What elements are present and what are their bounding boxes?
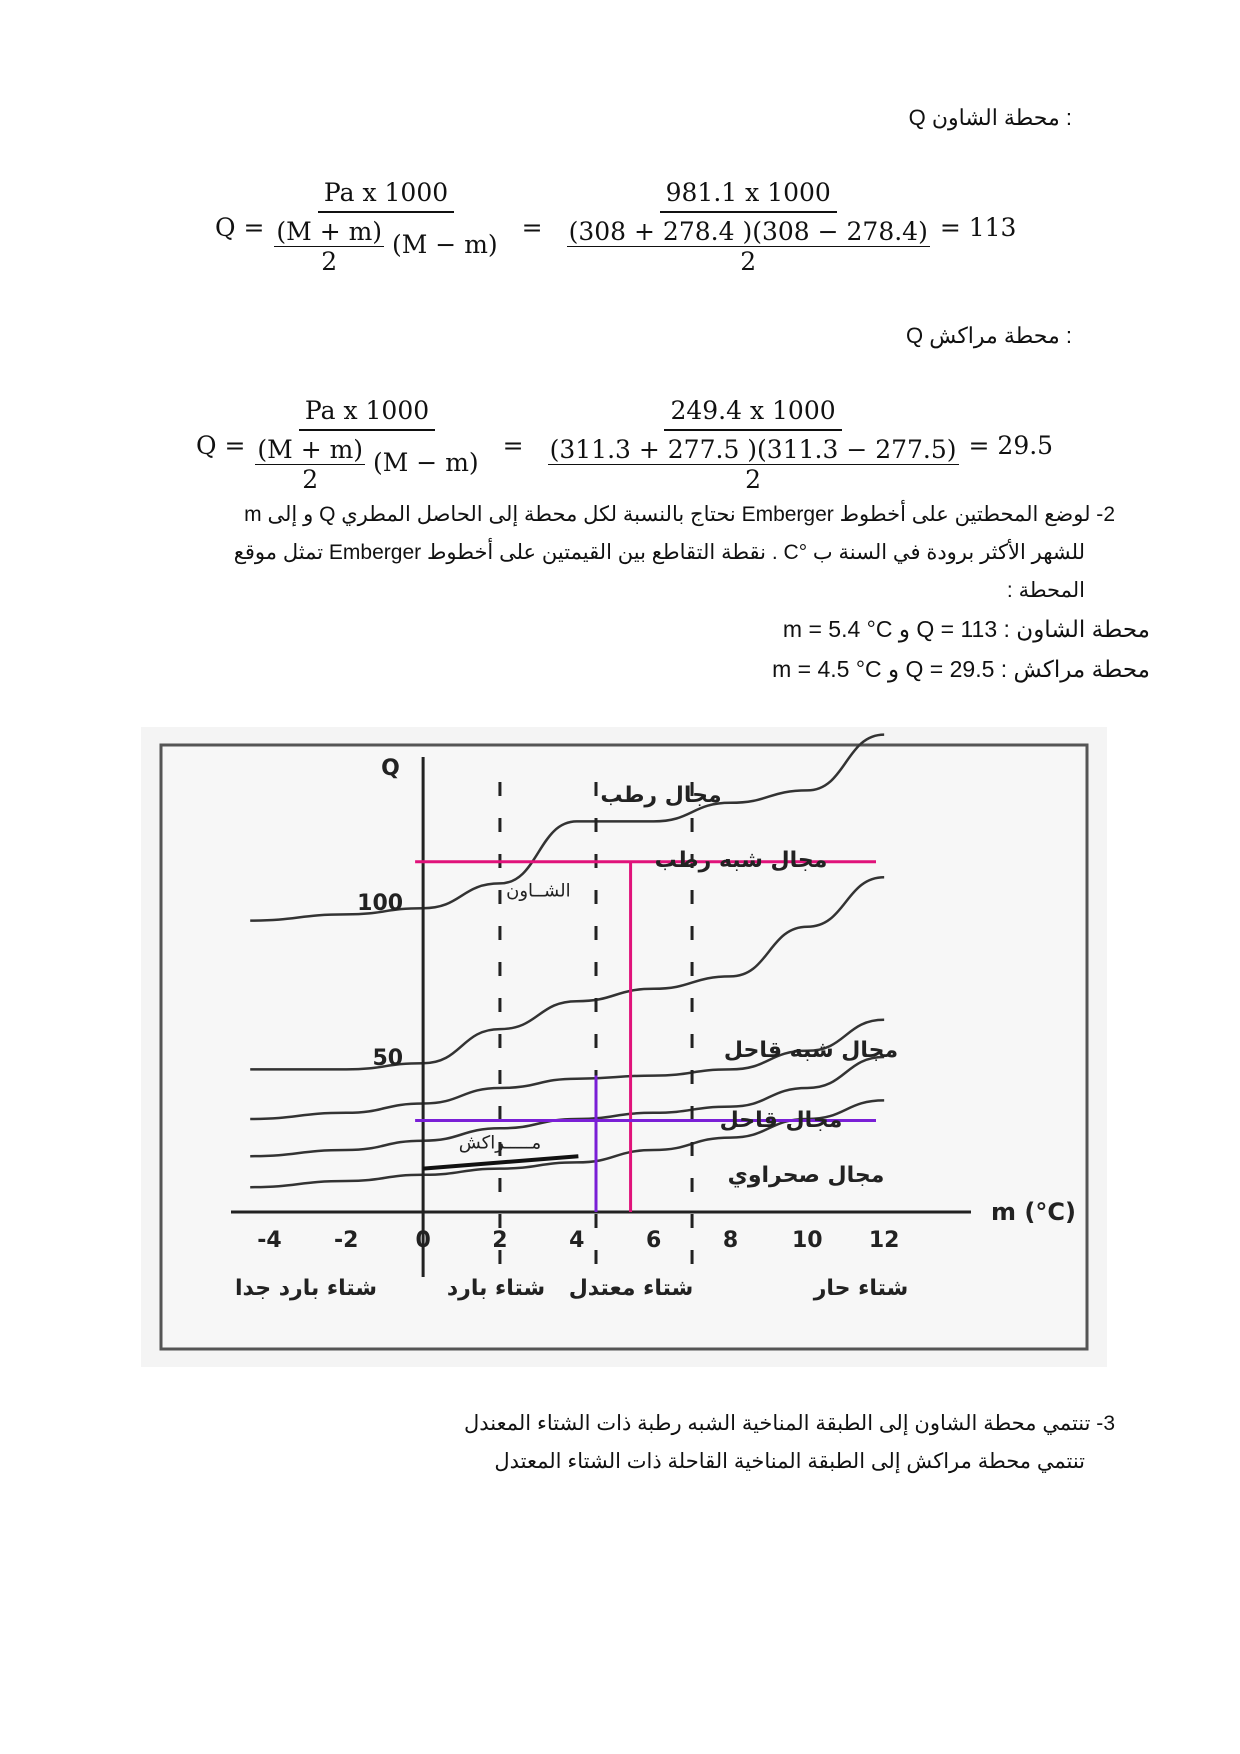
general-fraction (274, 178, 497, 276)
numeric-fraction (548, 396, 959, 494)
winter-label-3: شتاء معتدل (568, 1276, 694, 1301)
eq-result: = 29.5 (968, 430, 1054, 460)
y-tick-label-1: 100 (357, 891, 404, 916)
section2-line2: للشهر الأكثر برودة في السنة ب °C . نقطة التقاطع بين القيمتين على أخطوط Emberger تمثل موقع (233, 541, 1085, 564)
zone-label-3: مجال شبه قاحل (723, 1038, 899, 1063)
numeric-denominator-bottom: 2 (740, 247, 757, 276)
numeric-numerator: 249.4 x 1000 (664, 396, 841, 431)
general-numerator: Pa x 1000 (318, 178, 454, 213)
difference: (M − m) (373, 448, 479, 477)
half-sum (274, 217, 384, 276)
numeric-denominator-stack (567, 217, 930, 276)
general-denominator (274, 213, 497, 276)
x-tick-label-3: 2 (492, 1228, 508, 1253)
zone-label-1: مجال رطب (600, 783, 722, 808)
half-sum (255, 435, 365, 494)
eq-equals: = (521, 212, 543, 242)
station-label-2: مـــــراكش (458, 1132, 542, 1154)
numeric-denominator (567, 213, 930, 276)
numeric-denominator-bottom: 2 (745, 465, 762, 494)
numeric-denominator (548, 431, 959, 494)
half-sum-top: (M + m) (276, 217, 383, 246)
zone-label-4: مجال قاحل (719, 1108, 843, 1133)
x-tick-label-4: 4 (569, 1228, 585, 1253)
equation-chaouen (215, 178, 1016, 276)
numeric-fraction (567, 178, 930, 276)
x-tick-label-5: 6 (645, 1228, 662, 1253)
heading-marrakech: Q محطة مراكش : (906, 323, 1072, 348)
eq-result: = 113 (939, 212, 1017, 242)
x-tick-label-8: 12 (868, 1228, 900, 1253)
section2-text (95, 496, 1115, 610)
half-sum-top: (M + m) (257, 435, 364, 464)
section3-text (115, 1405, 1115, 1481)
eq-equals: = (502, 430, 524, 460)
emberger-climagram (141, 727, 1107, 1367)
y-tick-label-0: 50 (372, 1046, 404, 1071)
section2-line3: المحطة : (1006, 579, 1085, 602)
eq-lhs: Q = (215, 212, 265, 242)
general-fraction (255, 396, 478, 494)
numeric-denominator-stack (548, 435, 959, 494)
chart-frame (161, 745, 1087, 1349)
eq-lhs: Q = (196, 430, 246, 460)
y-axis-label: Q (381, 756, 400, 781)
section3-line1: 3- تنتمي محطة الشاون إلى الطبقة المناخية الشبه رطبة ذات الشتاء المعندل (463, 1412, 1115, 1435)
x-tick-label-6: 8 (722, 1228, 739, 1253)
numeric-denominator-top: (311.3 + 277.5 )(311.3 − 277.5) (549, 435, 957, 464)
winter-label-2: شتاء بارد (446, 1276, 546, 1301)
numeric-numerator: 981.1 x 1000 (660, 178, 837, 213)
winter-label-1: شتاء بارد جدا (234, 1276, 378, 1301)
equation-marrakech (196, 396, 1053, 494)
winter-label-4: شتاء حار (813, 1276, 909, 1301)
difference: (M − m) (392, 230, 498, 259)
general-denominator (255, 431, 478, 494)
x-tick-label-2: 0 (415, 1228, 431, 1253)
marrakech-values: محطة مراكش : Q = 29.5 و m = 4.5 °C (772, 656, 1150, 682)
x-tick-label-7: 10 (792, 1228, 823, 1253)
half-sum-bottom: 2 (321, 247, 338, 276)
zone-label-2: مجال شبه رطب (654, 848, 828, 873)
climagram-svg (141, 727, 1107, 1367)
x-tick-label-0: -4 (257, 1228, 282, 1253)
x-tick-label-1: -2 (334, 1228, 359, 1253)
general-numerator: Pa x 1000 (299, 396, 435, 431)
heading-chaouen: Q محطة الشاون : (908, 105, 1072, 130)
station-label-1: الشــاون (506, 880, 571, 902)
section3-line2: تنتمي محطة مراكش إلى الطبقة المناخية القاحلة ذات الشتاء المعتدل (494, 1450, 1085, 1473)
numeric-denominator-top: (308 + 278.4 )(308 − 278.4) (568, 217, 928, 246)
half-sum-bottom: 2 (302, 465, 319, 494)
section2-line1: 2- لوضع المحطتين على أخطوط Emberger نحتاج بالنسبة لكل محطة إلى الحاصل المطري Q و إلى m (244, 503, 1115, 526)
x-axis-label: m (°C) (991, 1198, 1076, 1226)
zone-label-5: مجال صحراوي (727, 1163, 885, 1188)
chaouen-values: محطة الشاون : Q = 113 و m = 5.4 °C (782, 616, 1150, 642)
